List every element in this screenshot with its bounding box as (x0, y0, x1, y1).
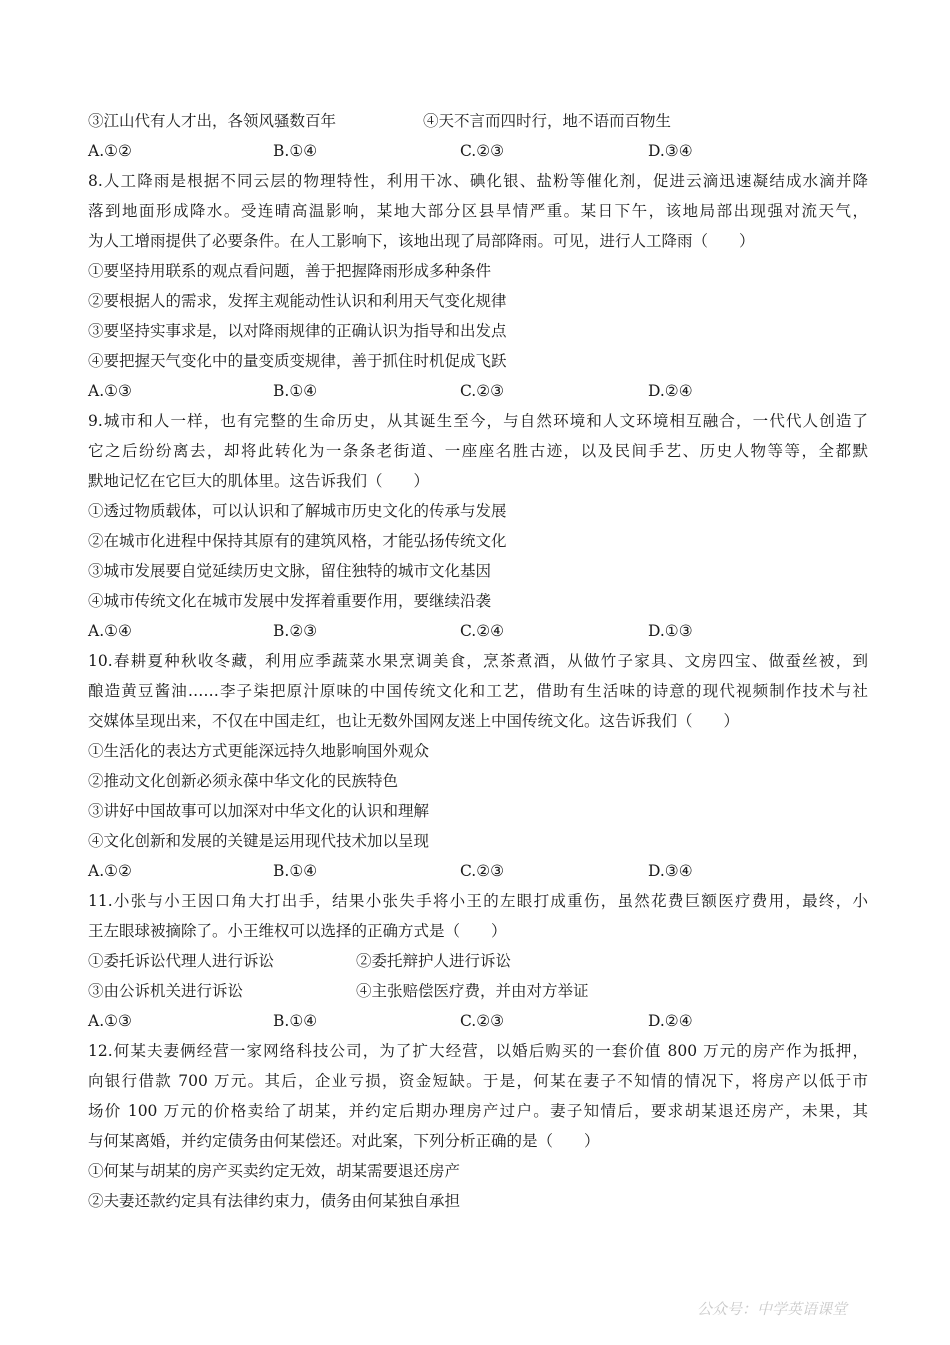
choice-a: A.①③ (88, 382, 132, 400)
q8-option-4: ④要把握天气变化中的量变质变规律，善于抓住时机促成飞跃 (88, 352, 507, 370)
choice-c: C.②④ (460, 622, 505, 640)
q8-stem-line-2: 落到地面形成降水。受连晴高温影响，某地大部分区县旱情严重。某日下午，该地局部出现强对流天气， (88, 202, 868, 220)
choice-d: D.③④ (648, 862, 693, 880)
q8-stem-line-1: 8.人工降雨是根据不同云层的物理特性，利用干冰、碘化银、盐粉等催化剂，促进云滴迅速凝结成水滴并降 (88, 172, 868, 190)
q11-stem-line-2: 王左眼球被摘除了。小王维权可以选择的正确方式是（ ） (88, 922, 507, 940)
choice-c: C.②③ (460, 382, 505, 400)
choice-c: C.②③ (460, 142, 505, 160)
q9-stem-line-2: 它之后纷纷离去，却将此转化为一条条老街道、一座座名胜古迹，以及民间手艺、历史人物等等，全都默 (88, 442, 868, 460)
q11-option-3: ③由公诉机关进行诉讼 (88, 982, 244, 1000)
q9-stem-line-1: 9.城市和人一样，也有完整的生命历史，从其诞生至今，与自然环境和人文环境相互融合，一代代人创造了 (88, 412, 868, 430)
choice-a: A.①② (88, 142, 132, 160)
q8-option-1: ①要坚持用联系的观点看问题，善于把握降雨形成多种条件 (88, 262, 492, 280)
q10-option-1: ①生活化的表达方式更能深远持久地影响国外观众 (88, 742, 430, 760)
choice-a: A.①③ (88, 1012, 132, 1030)
q12-stem-line-1: 12.何某夫妻俩经营一家网络科技公司，为了扩大经营，以婚后购买的一套价值 800 万元的房产作为抵押， (88, 1042, 868, 1060)
q8-stem-line-3: 为人工增雨提供了必要条件。在人工影响下，该地出现了局部降雨。可见，进行人工降雨（ ） (88, 232, 755, 250)
q12-option-2: ②夫妻还款约定具有法律约束力，债务由何某独自承担 (88, 1192, 461, 1210)
q11-option-2: ②委托辩护人进行诉讼 (356, 952, 512, 970)
choice-b: B.①④ (273, 142, 318, 160)
choice-b: B.①④ (273, 1012, 318, 1030)
q11-option-1: ①委托诉讼代理人进行诉讼 (88, 952, 275, 970)
top-option-4: ④天不言而四时行，地不语而百物生 (423, 112, 672, 130)
q12-stem-line-2: 向银行借款 700 万元。其后，企业亏损，资金短缺。于是，何某在妻子不知情的情况下，将房产以低于市 (88, 1072, 868, 1090)
q9-option-4: ④城市传统文化在城市发展中发挥着重要作用，要继续沿袭 (88, 592, 492, 610)
choice-c: C.②③ (460, 1012, 505, 1030)
choice-c: C.②③ (460, 862, 505, 880)
choice-b: B.②③ (273, 622, 318, 640)
top-option-3: ③江山代有人才出，各领风骚数百年 (88, 112, 337, 130)
q8-option-2: ②要根据人的需求，发挥主观能动性认识和利用天气变化规律 (88, 292, 507, 310)
q10-stem-line-2: 酿造黄豆酱油……李子柒把原汁原味的中国传统文化和工艺，借助有生活味的诗意的现代视频制作技术与社 (88, 682, 868, 700)
q9-option-1: ①透过物质载体，可以认识和了解城市历史文化的传承与发展 (88, 502, 507, 520)
q9-option-3: ③城市发展要自觉延续历史文脉，留住独特的城市文化基因 (88, 562, 492, 580)
q9-option-2: ②在城市化进程中保持其原有的建筑风格，才能弘扬传统文化 (88, 532, 507, 550)
choice-a: A.①④ (88, 622, 132, 640)
q9-stem-line-3: 默地记忆在它巨大的肌体里。这告诉我们（ ） (88, 472, 430, 490)
q12-option-1: ①何某与胡某的房产买卖约定无效，胡某需要退还房产 (88, 1162, 461, 1180)
q10-stem-line-1: 10.春耕夏种秋收冬藏，利用应季蔬菜水果烹调美食，烹茶煮酒，从做竹子家具、文房四宝、做蚕丝被，到 (88, 652, 868, 670)
choice-b: B.①④ (273, 862, 318, 880)
q10-option-3: ③讲好中国故事可以加深对中华文化的认识和理解 (88, 802, 430, 820)
q11-stem-line-1: 11.小张与小王因口角大打出手，结果小张失手将小王的左眼打成重伤，虽然花费巨额医疗费用，最终，小 (88, 892, 868, 910)
q8-option-3: ③要坚持实事求是，以对降雨规律的正确认识为指导和出发点 (88, 322, 507, 340)
choice-d: D.②④ (648, 382, 693, 400)
choice-d: D.③④ (648, 142, 693, 160)
q12-stem-line-4: 与何某离婚，并约定债务由何某偿还。对此案，下列分析正确的是（ ） (88, 1132, 600, 1150)
q10-option-2: ②推动文化创新必须永葆中华文化的民族特色 (88, 772, 399, 790)
watermark-text: 公众号：中学英语课堂 (697, 1300, 848, 1318)
q10-option-4: ④文化创新和发展的关键是运用现代技术加以呈现 (88, 832, 430, 850)
choice-d: D.②④ (648, 1012, 693, 1030)
q10-stem-line-3: 交媒体呈现出来，不仅在中国走红，也让无数外国网友迷上中国传统文化。这告诉我们（ ） (88, 712, 740, 730)
choice-b: B.①④ (273, 382, 318, 400)
q11-option-4: ④主张赔偿医疗费，并由对方举证 (356, 982, 589, 1000)
choice-a: A.①② (88, 862, 132, 880)
choice-d: D.①③ (648, 622, 693, 640)
q12-stem-line-3: 场价 100 万元的价格卖给了胡某，并约定后期办理房产过户。妻子知情后，要求胡某退还房产，未果，其 (88, 1102, 868, 1120)
